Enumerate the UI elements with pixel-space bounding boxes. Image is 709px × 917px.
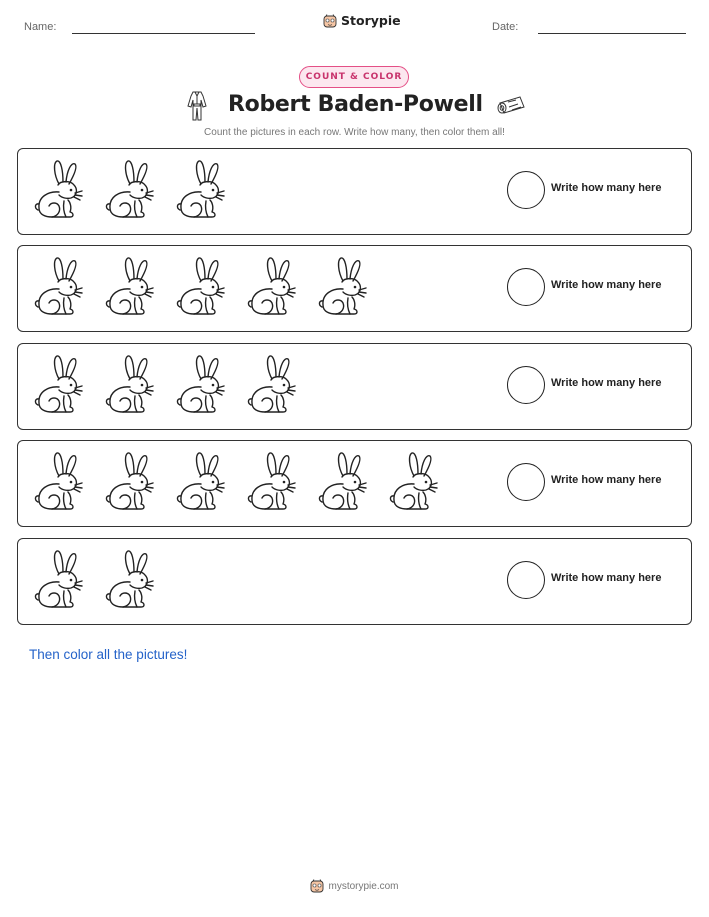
counting-row <box>17 343 692 430</box>
answer-prompt: Write how many here <box>551 182 662 194</box>
storypie-logo-icon <box>323 14 337 28</box>
name-line <box>72 33 255 34</box>
answer-circle[interactable] <box>507 463 545 501</box>
rabbit-icon <box>385 449 443 515</box>
rabbit-icon <box>243 352 301 418</box>
name-label: Name: <box>24 21 57 33</box>
counting-row <box>17 245 692 332</box>
rabbit-icon <box>101 352 159 418</box>
brand-name: Storypie <box>341 13 401 28</box>
answer-prompt: Write how many here <box>551 377 662 389</box>
rabbit-icon <box>314 449 372 515</box>
answer-prompt: Write how many here <box>551 474 662 486</box>
storypie-logo-icon <box>310 879 324 893</box>
brand <box>323 13 401 28</box>
counting-row <box>17 148 692 235</box>
answer-prompt: Write how many here <box>551 279 662 291</box>
rabbit-icon <box>30 157 88 223</box>
rabbit-group <box>30 547 172 613</box>
footer-note: Then color all the pictures! <box>29 647 188 662</box>
rabbit-icon <box>172 254 230 320</box>
rabbit-icon <box>243 254 301 320</box>
rabbit-group <box>30 254 385 320</box>
rabbit-icon <box>30 352 88 418</box>
category-badge: COUNT & COLOR <box>299 66 409 88</box>
date-line <box>538 33 686 34</box>
answer-prompt: Write how many here <box>551 572 662 584</box>
scout-uniform-icon <box>186 90 208 122</box>
rabbit-icon <box>172 157 230 223</box>
counting-row <box>17 538 692 625</box>
rabbit-icon <box>101 157 159 223</box>
answer-circle[interactable] <box>507 268 545 306</box>
rabbit-icon <box>101 547 159 613</box>
answer-circle[interactable] <box>507 561 545 599</box>
rabbit-icon <box>101 254 159 320</box>
answer-circle[interactable] <box>507 366 545 404</box>
rabbit-group <box>30 449 456 515</box>
footer <box>0 879 709 893</box>
rabbit-icon <box>101 449 159 515</box>
counting-row <box>17 440 692 527</box>
rabbit-icon <box>172 449 230 515</box>
rabbit-icon <box>30 254 88 320</box>
log-icon <box>494 94 528 116</box>
rabbit-group <box>30 352 314 418</box>
rabbit-group <box>30 157 243 223</box>
rabbit-icon <box>314 254 372 320</box>
rabbit-icon <box>30 449 88 515</box>
instructions: Count the pictures in each row. Write how many, then color them all! <box>204 127 505 138</box>
rabbit-icon <box>30 547 88 613</box>
date-label: Date: <box>492 21 519 33</box>
footer-url: mystorypie.com <box>328 880 399 892</box>
title-row <box>0 90 709 124</box>
rabbit-icon <box>172 352 230 418</box>
answer-circle[interactable] <box>507 171 545 209</box>
page-title: Robert Baden-Powell <box>228 92 483 117</box>
rabbit-icon <box>243 449 301 515</box>
